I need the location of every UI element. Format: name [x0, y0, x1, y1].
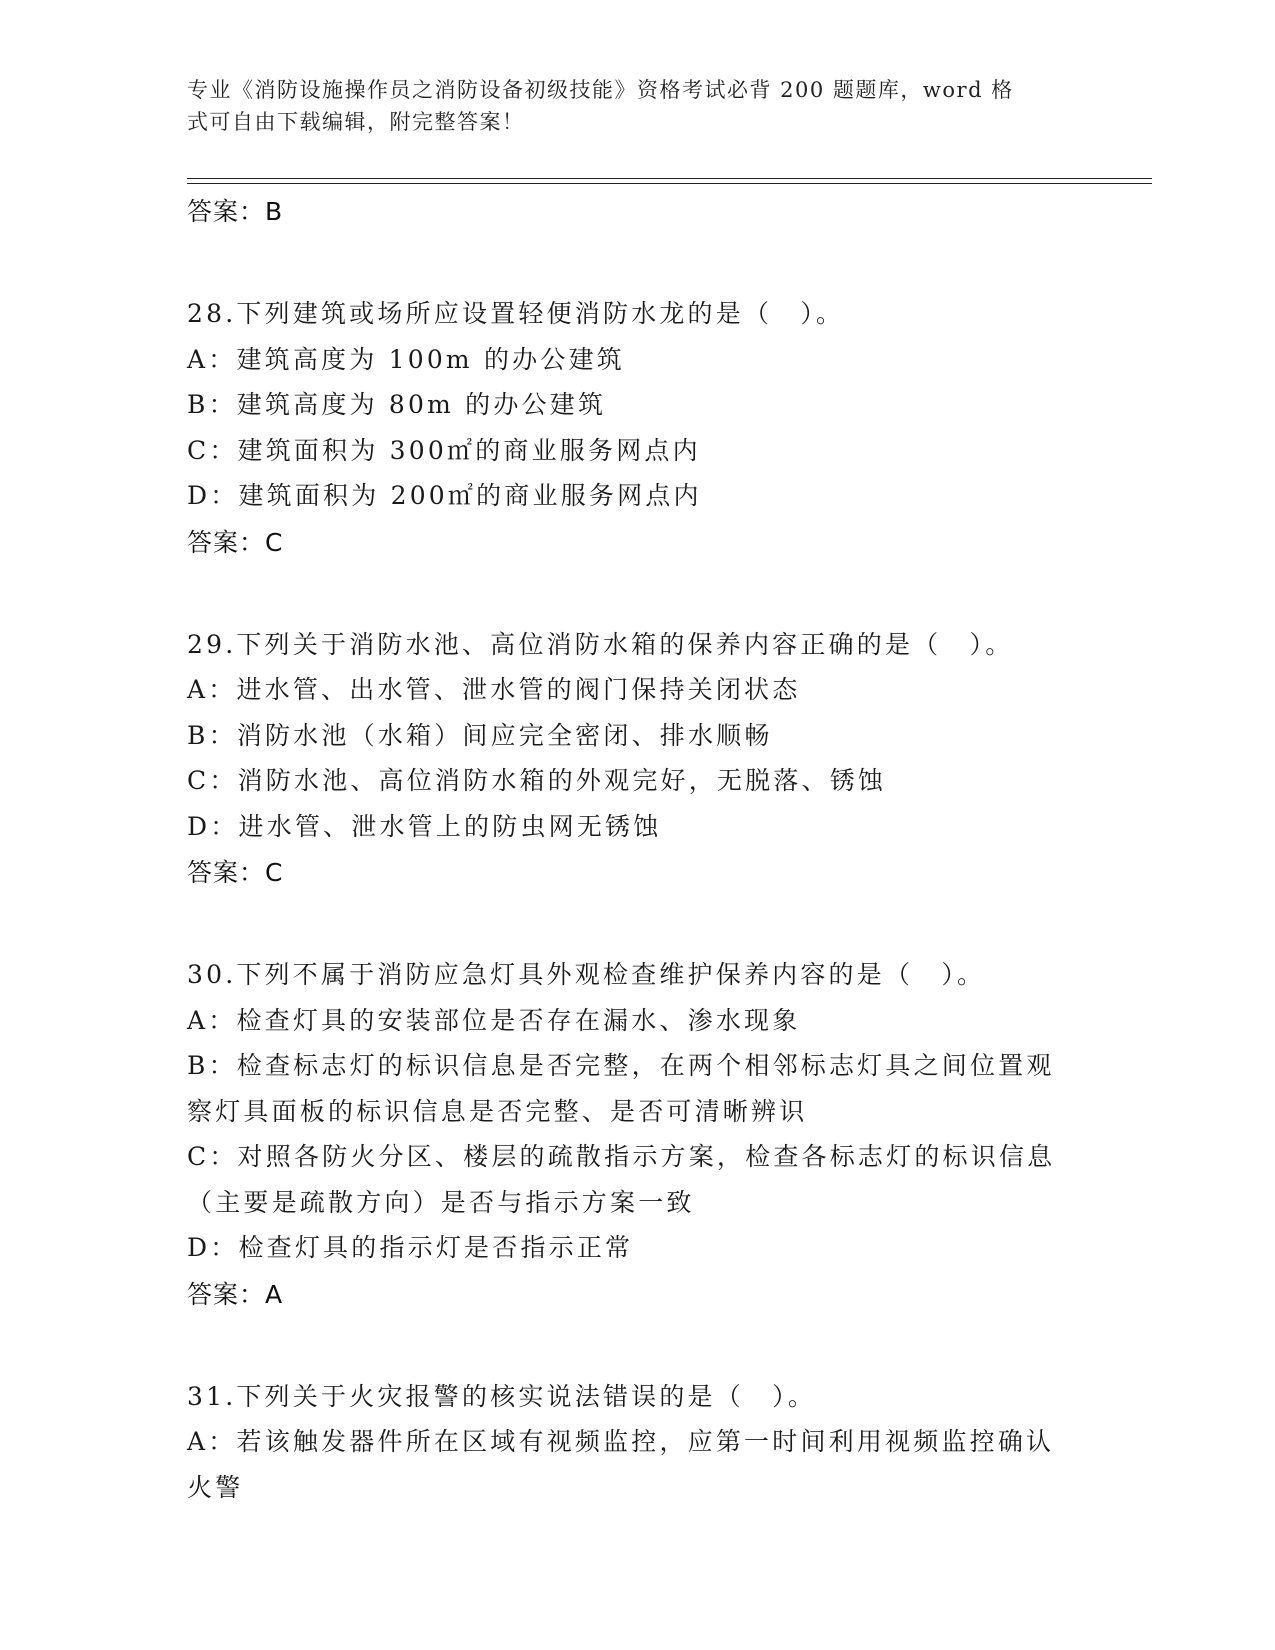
question-block — [187, 1374, 1087, 1511]
header-line-2: 式可自由下载编辑，附完整答案！ — [187, 110, 525, 134]
option-c-continued: （主要是疏散方向）是否与指示方案一致 — [187, 1187, 695, 1217]
header-rule-bottom — [187, 183, 1152, 184]
option-a-continued: 火警 — [187, 1472, 244, 1502]
question-block — [187, 952, 1087, 1319]
previous-answer: 答案：B — [187, 197, 284, 226]
question-stem: 28.下列建筑或场所应设置轻便消防水龙的是（ ）。 — [187, 299, 845, 328]
spacer — [187, 567, 1087, 622]
option-d: D：进水管、泄水管上的防虫网无锈蚀 — [187, 811, 662, 841]
option-b-continued: 察灯具面板的标识信息是否完整、是否可清晰辨识 — [187, 1096, 808, 1126]
option-d: D：建筑面积为 200㎡的商业服务网点内 — [187, 481, 702, 510]
question-stem: 29.下列关于消防水池、高位消防水箱的保养内容正确的是（ ）。 — [187, 629, 1014, 659]
option-a: A：检查灯具的安装部位是否存在漏水、渗水现象 — [187, 1005, 801, 1035]
option-c: C：消防水池、高位消防水箱的外观完好，无脱落、锈蚀 — [187, 766, 887, 795]
option-b: B：消防水池（水箱）间应完全密闭、排水顺畅 — [187, 720, 773, 750]
spacer — [187, 236, 1087, 291]
option-a: A：若该触发器件所在区域有视频监控，应第一时间利用视频监控确认 — [187, 1427, 1055, 1456]
question-answer: 答案：A — [187, 1279, 284, 1309]
document-header — [187, 74, 1087, 138]
option-b: B：检查标志灯的标识信息是否完整，在两个相邻标志灯具之间位置观 — [187, 1051, 1055, 1080]
spacer — [187, 897, 1087, 952]
option-d: D：检查灯具的指示灯是否指示正常 — [187, 1233, 634, 1262]
spacer — [187, 1319, 1087, 1374]
question-block — [187, 622, 1087, 898]
header-line-1: 专业《消防设施操作员之消防设备初级技能》资格考试必背 200 题题库，word 格 — [187, 78, 1014, 102]
header-rule-top — [187, 178, 1152, 179]
question-block — [187, 291, 1087, 567]
question-answer: 答案：C — [187, 858, 284, 887]
question-stem: 31.下列关于火灾报警的核实说法错误的是（ ）。 — [187, 1381, 817, 1411]
option-a: A：进水管、出水管、泄水管的阀门保持关闭状态 — [187, 675, 801, 704]
option-c: C：建筑面积为 300㎡的商业服务网点内 — [187, 435, 701, 465]
option-c: C：对照各防火分区、楼层的疏散指示方案，检查各标志灯的标识信息 — [187, 1142, 1056, 1171]
option-b: B：建筑高度为 80m 的办公建筑 — [187, 390, 607, 419]
question-answer: 答案：C — [187, 527, 284, 557]
option-a: A：建筑高度为 100m 的办公建筑 — [187, 344, 625, 374]
question-stem: 30.下列不属于消防应急灯具外观检查维护保养内容的是（ ）。 — [187, 960, 986, 989]
question-content — [187, 188, 1087, 1510]
